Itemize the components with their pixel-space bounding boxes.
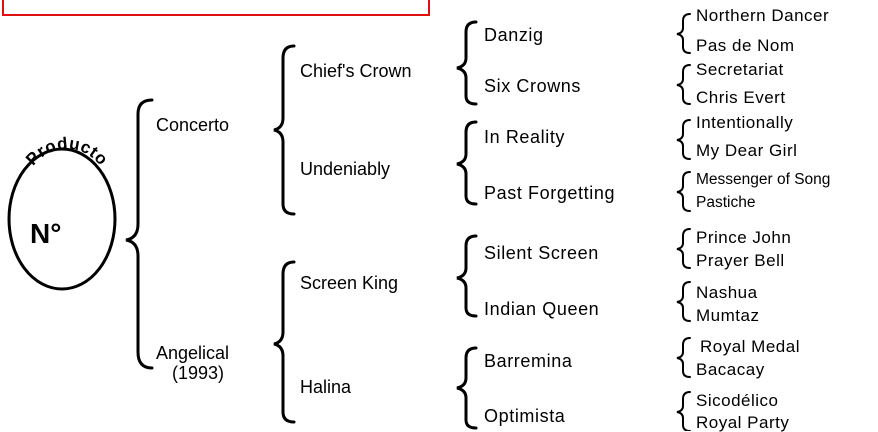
- ancestor-name: Northern Dancer: [696, 6, 830, 25]
- grandparent-name: Chief's Crown: [300, 61, 412, 81]
- ancestor-name: Pastiche: [696, 194, 756, 211]
- brace-silent-screen: [677, 229, 690, 268]
- brace-screen-king: [457, 236, 476, 316]
- great-grandparent-name: Optimista: [484, 406, 566, 426]
- ancestor-name: My Dear Girl: [696, 141, 798, 160]
- ancestor-name: Nashua: [696, 283, 758, 302]
- grandparent-name: Undeniably: [300, 159, 391, 179]
- grandparent-name: Screen King: [300, 273, 399, 293]
- great-grandparent-name: Indian Queen: [484, 299, 600, 319]
- ancestor-name: Prince John: [696, 228, 792, 247]
- sire-name: Concerto: [156, 115, 230, 135]
- ancestor-name: Messenger of Song: [696, 171, 831, 188]
- ancestor-name: Intentionally: [696, 113, 794, 132]
- brace-concerto: [274, 46, 294, 214]
- dam-name: Angelical: [156, 343, 230, 363]
- ancestor-name: Mumtaz: [696, 306, 760, 325]
- great-grandparent-name: Six Crowns: [484, 76, 582, 96]
- brace-chiefs-crown: [457, 22, 476, 104]
- great-grandparent-name: Danzig: [484, 25, 544, 45]
- ancestor-name: Chris Evert: [696, 88, 786, 107]
- dam-year: (1993): [172, 363, 225, 383]
- ancestor-name: Royal Medal: [700, 337, 800, 356]
- brace-indian-queen: [677, 282, 690, 321]
- ancestor-name: Prayer Bell: [696, 251, 785, 270]
- brace-danzig: [677, 14, 690, 53]
- root-circle: [9, 149, 115, 289]
- brace-halina: [457, 348, 476, 428]
- grandparent-name: Halina: [300, 377, 352, 397]
- ancestor-name: Secretariat: [696, 60, 784, 79]
- brace-six-crowns: [677, 65, 690, 104]
- brace-undeniably: [457, 122, 476, 204]
- brace-angelical: [274, 262, 294, 422]
- great-grandparent-name: Silent Screen: [484, 243, 599, 263]
- ancestor-name: Sicodélico: [696, 391, 779, 410]
- great-grandparent-name: Barremina: [484, 351, 573, 371]
- ancestor-name: Bacacay: [696, 360, 765, 379]
- brace-barremina: [677, 338, 690, 377]
- ancestor-name: Pas de Nom: [696, 36, 795, 55]
- brace-optimista: [677, 392, 690, 431]
- root-arc-label: Producto: [22, 133, 112, 170]
- brace-past-forgetting: [677, 172, 690, 211]
- brace-in-reality: [677, 120, 690, 159]
- great-grandparent-name: Past Forgetting: [484, 183, 616, 203]
- root-label: N°: [30, 218, 62, 249]
- ancestor-name: Royal Party: [696, 413, 790, 432]
- great-grandparent-name: In Reality: [484, 127, 566, 147]
- brace-level1: [126, 100, 152, 368]
